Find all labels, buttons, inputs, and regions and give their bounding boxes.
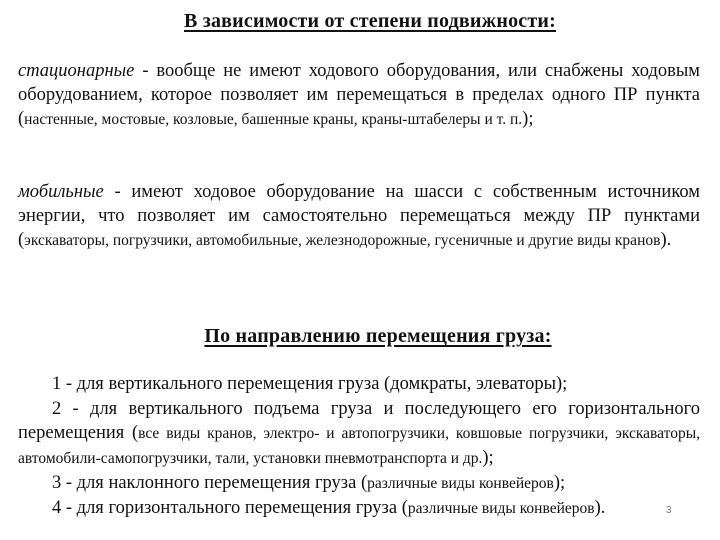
section-heading-mobility: В зависимости от степени подвижности: xyxy=(184,10,556,32)
list-item-examples: все виды кранов, электро- и автопогрузчики, ковшовые погрузчики, экскаваторы, автомобили-самопогрузчики, тали, установки пневмотранспорта и др. xyxy=(18,425,700,467)
list-item-number: 1 xyxy=(52,374,62,394)
list-item-text: - для вертикального подъема груза и последующего его горизонтального перемещения ( xyxy=(18,399,700,443)
list-item-examples: различные виды конвейеров xyxy=(407,500,595,517)
paragraph-tail: ); xyxy=(522,109,534,129)
list-item xyxy=(18,471,700,496)
list-item-number: 2 xyxy=(52,399,62,419)
list-item-examples: различные виды конвейеров xyxy=(367,475,554,492)
direction-list xyxy=(18,372,700,521)
paragraph-examples: настенные, мостовые, козловые, башенные краны, краны-штабелеры и т. п. xyxy=(24,111,523,128)
paragraph-mobile xyxy=(18,180,700,253)
list-item-tail: ); xyxy=(482,448,494,468)
list-item xyxy=(18,372,700,397)
page-number: 3 xyxy=(666,505,672,516)
list-item xyxy=(18,496,700,521)
list-item-text: - для наклонного перемещения груза ( xyxy=(61,473,368,493)
list-item-text: - для вертикального перемещения груза (домкраты, элеваторы); xyxy=(61,374,568,394)
list-item-tail: ); xyxy=(553,473,566,493)
term-stationary: стационарные xyxy=(18,61,135,81)
paragraph-stationary xyxy=(18,59,700,132)
list-item xyxy=(18,397,700,471)
section-heading-direction: По направлению перемещения груза: xyxy=(204,325,552,347)
paragraph-text: - вообще не имеют ходового оборудования, или снабжены ходовым оборудованием, которое позволяет им перемещаться в пределах одного ПР пункта ( xyxy=(18,61,700,129)
list-item-number: 3 xyxy=(52,473,62,493)
list-item-number: 4 xyxy=(52,498,62,518)
paragraph-examples: экскаваторы, погрузчики, автомобильные, железнодорожные, гусеничные и другие виды кранов xyxy=(24,232,661,249)
paragraph-tail: ). xyxy=(660,230,672,250)
list-item-text: - для горизонтального перемещения груза ( xyxy=(61,498,408,518)
term-mobile: мобильные xyxy=(18,182,104,202)
paragraph-text: - имеют ходовое оборудование на шасси с собственным источником энергии, что позволяет им самостоятельно перемещаться между ПР пунктами ( xyxy=(18,182,700,250)
list-item-tail: ). xyxy=(594,498,606,518)
